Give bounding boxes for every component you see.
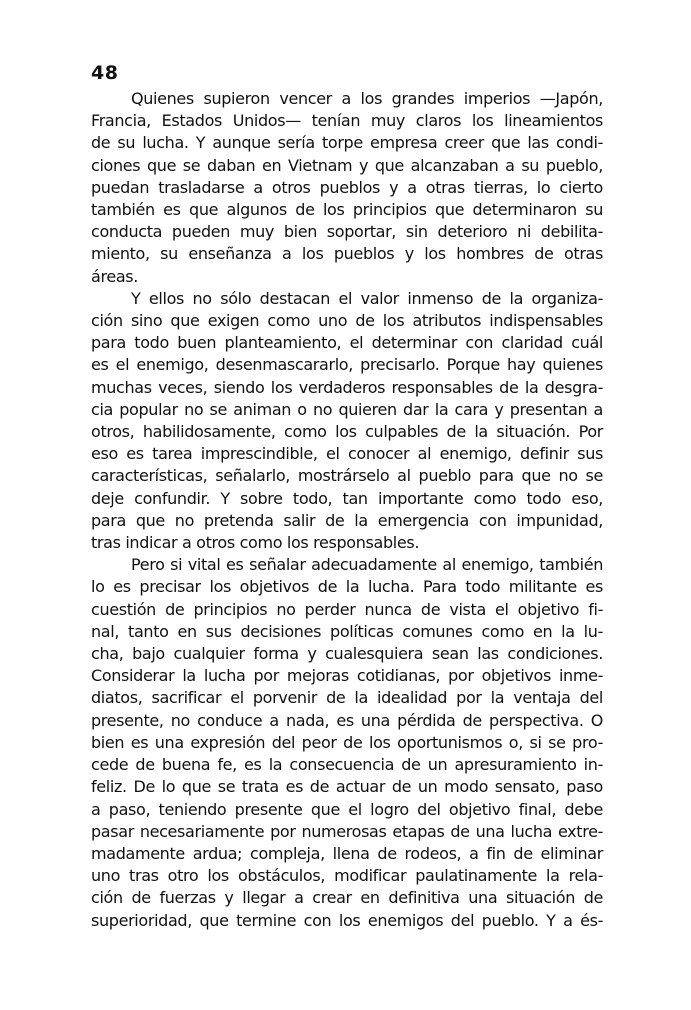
text-line: feliz. De lo que se trata es de actuar de un modo sensato, paso bbox=[91, 777, 603, 797]
text-line: áreas. bbox=[91, 266, 139, 286]
text-line: diatos, sacrificar el porvenir de la idealidad por la ventaja del bbox=[91, 688, 603, 708]
text-line: presente, no conduce a nada, es una pérdida de perspectiva. O bbox=[91, 710, 603, 730]
text-line: Considerar la lucha por mejoras cotidianas, por objetivos inme- bbox=[91, 666, 603, 686]
text-line: bien es una expresión del peor de los oportunismos o, si se pro- bbox=[91, 732, 603, 752]
text-line: ciones que se daban en Vietnam y que alcanzaban a su pueblo, bbox=[91, 155, 603, 175]
text-line: lo es precisar los objetivos de la lucha. Para todo militante es bbox=[91, 577, 603, 597]
text-line: cha, bajo cualquier forma y cualesquiera sean las condiciones. bbox=[91, 644, 603, 664]
text-line: a paso, teniendo presente que el logro del objetivo final, debe bbox=[91, 799, 603, 819]
paragraph bbox=[91, 554, 603, 931]
text-line: miento, su enseñanza a los pueblos y los hombres de otras bbox=[91, 244, 603, 264]
text-line: es el enemigo, desenmascararlo, precisarlo. Porque hay quienes bbox=[91, 355, 603, 375]
text-line: puedan trasladarse a otros pueblos y a otras tierras, lo cierto bbox=[91, 177, 603, 197]
text-line: características, señalarlo, mostrárselo al pueblo para que no se bbox=[91, 466, 603, 486]
text-line: pasar necesariamente por numerosas etapas de una lucha extre- bbox=[91, 821, 603, 841]
text-line: nal, tanto en sus decisiones políticas comunes como en la lu- bbox=[91, 621, 603, 641]
text-line: conducta pueden muy bien soportar, sin deterioro ni debilita- bbox=[91, 222, 603, 242]
text-line: para todo buen planteamiento, el determinar con claridad cuál bbox=[91, 333, 603, 353]
text-line: cia popular no se animan o no quieren dar la cara y presentan a bbox=[91, 399, 603, 419]
text-line: deje confundir. Y sobre todo, tan importante como todo eso, bbox=[91, 488, 603, 508]
page-number: 48 bbox=[91, 62, 119, 84]
text-line: cuestión de principios no perder nunca de vista el objetivo fi- bbox=[91, 599, 603, 619]
text-line: Quienes supieron vencer a los grandes imperios —Japón, bbox=[131, 89, 603, 108]
text-line: Pero si vital es señalar adecuadamente al enemigo, también bbox=[131, 555, 603, 575]
text-line: uno tras otro los obstáculos, modificar paulatinamente la rela- bbox=[91, 866, 603, 886]
text-line: tras indicar a otros como los responsables. bbox=[91, 533, 420, 553]
text-line: cede de buena fe, es la consecuencia de un apresuramiento in- bbox=[91, 755, 603, 775]
text-line: madamente ardua; compleja, llena de rodeos, a fin de eliminar bbox=[91, 843, 603, 863]
text-line: también es que algunos de los principios que determinaron su bbox=[91, 200, 603, 220]
text-line: Y ellos no sólo destacan el valor inmenso de la organiza- bbox=[131, 288, 603, 308]
text-line: muchas veces, siendo los verdaderos responsables de la desgra- bbox=[91, 377, 603, 397]
text-line: otros, habilidosamente, como los culpables de la situación. Por bbox=[91, 422, 603, 442]
text-line: eso es tarea imprescindible, el conocer al enemigo, definir sus bbox=[91, 444, 603, 464]
text-line: ción de fuerzas y llegar a crear en definitiva una situación de bbox=[91, 888, 603, 908]
text-line: de su lucha. Y aunque sería torpe empresa creer que las condi- bbox=[91, 133, 603, 153]
text-line: Francia, Estados Unidos— tenían muy claros los lineamientos bbox=[91, 111, 603, 131]
paragraph bbox=[91, 88, 603, 288]
paragraph bbox=[91, 288, 603, 554]
body-text bbox=[91, 88, 603, 932]
text-line: superioridad, que termine con los enemigos del pueblo. Y a és- bbox=[91, 910, 603, 930]
text-line: ción sino que exigen como uno de los atributos indispensables bbox=[91, 311, 603, 331]
text-line: para que no pretenda salir de la emergencia con impunidad, bbox=[91, 510, 603, 530]
